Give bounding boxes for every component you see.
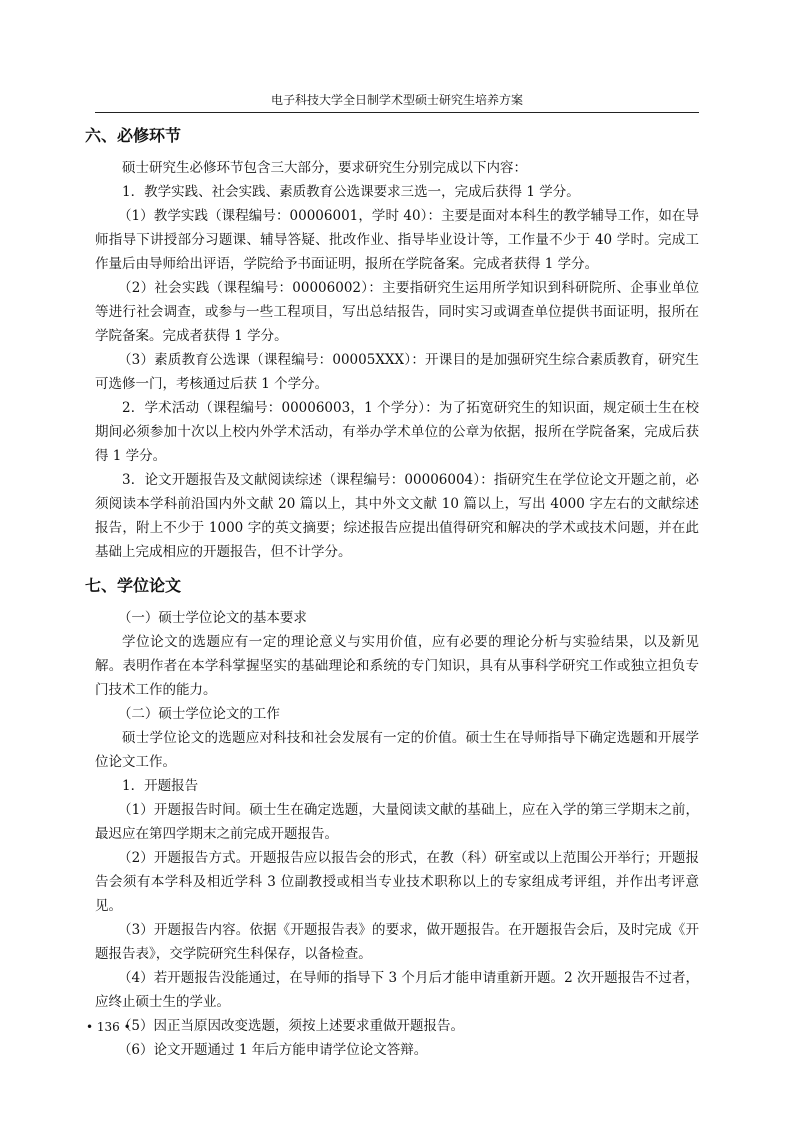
page-number: • 136 • <box>86 1020 131 1034</box>
running-header: 电子科技大学全日制学术型硕士研究生培养方案 <box>95 90 699 113</box>
paragraph: （5）因正当原因改变选题，须按上述要求重做开题报告。 <box>117 1018 465 1034</box>
paragraph: （2）开题报告方式。开题报告应以报告会的形式，在教（科）研室或以上范围公开举行；开题报告会须有本学科及相近学科 3 位副教授或相当专业技术职称以上的专家组成考评组，并作出考评意见。 <box>95 850 699 914</box>
subsection-heading: （二）硕士学位论文的工作 <box>117 706 280 722</box>
paragraph: 3．论文开题报告及文献阅读综述（课程编号：00006004）：指研究生在学位论文开题之前，必须阅读本学科前沿国内外文献 20 篇以上，其中外文文献 10 篇以上，写出 4000 字左右的文献综述报告，附上不少于 1000 字的英文摘要；综述报告应提出值得研究和解决的学术或技术问题，并在此基础上完成相应的开题报告，但不计学分。 <box>95 472 699 560</box>
paragraph: 硕士学位论文的选题应对科技和社会发展有一定的价值。硕士生在导师指导下确定选题和开展学位论文工作。 <box>95 730 699 770</box>
section-heading-6: 六、必修环节 <box>85 126 182 145</box>
paragraph: 2．学术活动（课程编号：00006003，1 个学分）：为了拓宽研究生的知识面，规定硕士生在校期间必须参加十次以上校内外学术活动，有举办学术单位的公章为依据，报所在学院备案，完成后获得 1 学分。 <box>95 400 699 464</box>
page-body <box>85 124 699 1062</box>
paragraph: （6）论文开题通过 1 年后方能申请学位论文答辩。 <box>117 1042 428 1058</box>
paragraph: （3）素质教育公选课（课程编号：00005XXX）：开课目的是加强研究生综合素质教育，研究生可选修一门，考核通过后获 1 个学分。 <box>95 352 699 392</box>
paragraph: （2）社会实践（课程编号：00006002）：主要指研究生运用所学知识到科研院所、企事业单位等进行社会调查，或参与一些工程项目，写出总结报告，同时实习或调查单位提供书面证明，报所在学院备案。完成者获得 1 学分。 <box>95 280 699 344</box>
paragraph: 1．教学实践、社会实践、素质教育公选课要求三选一，完成后获得 1 学分。 <box>122 184 580 200</box>
paragraph: （1）教学实践（课程编号：00006001，学时 40）：主要是面对本科生的教学辅导工作，如在导师指导下讲授部分习题课、辅导答疑、批改作业、指导毕业设计等，工作量不少于 40 学时。完成工作量后由导师给出评语，学院给予书面证明，报所在学院备案。完成者获得 1 学分。 <box>95 208 699 272</box>
paragraph: 学位论文的选题应有一定的理论意义与实用价值，应有必要的理论分析与实验结果，以及新见解。表明作者在本学科掌握坚实的基础理论和系统的专门知识，具有从事科学研究工作或独立担负专门技术工作的能力。 <box>95 634 699 698</box>
subsection-heading: 1．开题报告 <box>122 778 199 794</box>
paragraph: 硕士研究生必修环节包含三大部分，要求研究生分别完成以下内容： <box>122 160 527 176</box>
section-heading-7: 七、学位论文 <box>85 576 182 595</box>
paragraph: （4）若开题报告没能通过，在导师的指导下 3 个月后才能申请重新开题。2 次开题报告不过者，应终止硕士生的学业。 <box>95 970 699 1010</box>
paragraph: （1）开题报告时间。硕士生在确定选题，大量阅读文献的基础上，应在入学的第三学期末之前，最迟应在第四学期末之前完成开题报告。 <box>95 802 699 842</box>
paragraph: （3）开题报告内容。依据《开题报告表》的要求，做开题报告。在开题报告会后，及时完成《开题报告表》，交学院研究生科保存，以备检查。 <box>95 922 699 962</box>
subsection-heading: （一）硕士学位论文的基本要求 <box>117 610 307 626</box>
